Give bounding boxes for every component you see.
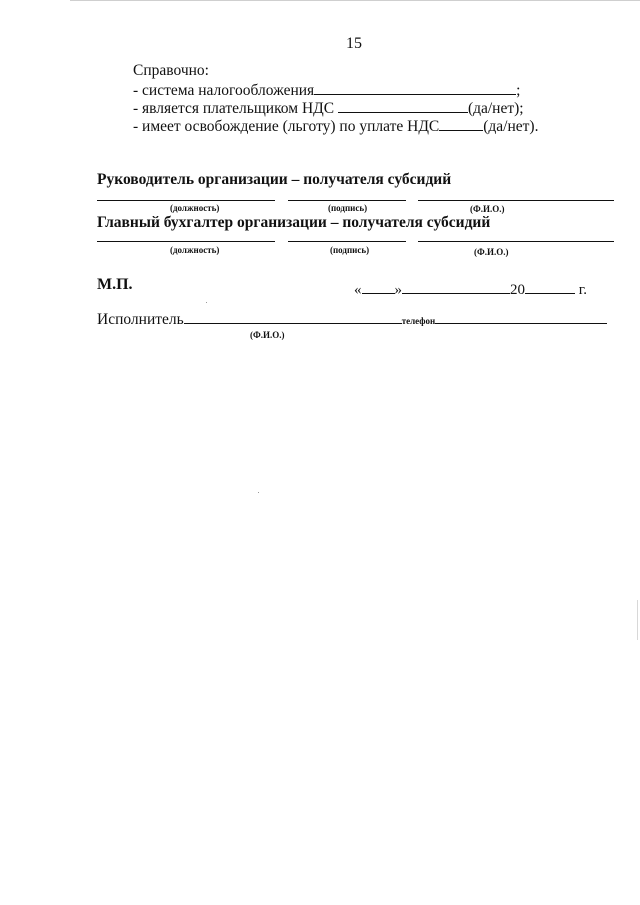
executor-line bbox=[97, 310, 607, 329]
accountant-fio-line[interactable] bbox=[418, 241, 614, 242]
head-position-line[interactable] bbox=[97, 200, 275, 201]
accountant-position-line[interactable] bbox=[97, 241, 275, 242]
page-number: 15 bbox=[346, 35, 362, 52]
reference-line-tax-system bbox=[133, 81, 520, 100]
accountant-signature-title: Главный бухгалтер организации – получателя субсидий bbox=[97, 214, 491, 231]
executor-phone-field[interactable] bbox=[435, 310, 607, 324]
tax-system-field[interactable] bbox=[314, 81, 516, 95]
head-fio-caption: (Ф.И.О.) bbox=[470, 204, 505, 214]
vat-payer-field[interactable] bbox=[338, 99, 468, 113]
executor-phone-label: телефон bbox=[401, 316, 436, 326]
date-day-field[interactable] bbox=[362, 280, 395, 294]
accountant-signature-line[interactable] bbox=[288, 241, 406, 242]
accountant-signature-caption: (подпись) bbox=[330, 245, 370, 255]
date-year-suffix: г. bbox=[578, 282, 587, 298]
head-signature-line[interactable] bbox=[288, 200, 406, 201]
reference-line-vat-payer bbox=[133, 99, 524, 118]
date-year-field[interactable] bbox=[525, 280, 575, 294]
scan-speck bbox=[206, 302, 207, 303]
stamp-label: М.П. bbox=[97, 276, 133, 293]
scan-speck bbox=[258, 492, 259, 493]
executor-label: Исполнитель bbox=[97, 311, 184, 328]
executor-fio-field[interactable] bbox=[184, 310, 402, 324]
head-fio-line[interactable] bbox=[418, 200, 614, 201]
date-month-field[interactable] bbox=[402, 280, 510, 294]
tax-system-end: ; bbox=[516, 82, 521, 99]
date-close-quote: » bbox=[394, 282, 402, 298]
date-line bbox=[354, 280, 587, 299]
date-year-prefix: 20 bbox=[510, 282, 525, 298]
reference-title: Справочно: bbox=[133, 62, 209, 79]
tax-system-label: - система налогообложения bbox=[133, 82, 315, 99]
vat-payer-label: - является плательщиком НДС bbox=[133, 100, 335, 117]
executor-fio-caption: (Ф.И.О.) bbox=[250, 330, 285, 340]
reference-line-vat-exemption bbox=[133, 117, 538, 136]
accountant-position-caption: (должность) bbox=[170, 245, 220, 255]
date-open-quote: « bbox=[354, 282, 362, 298]
page-right-edge-mark bbox=[637, 600, 638, 640]
accountant-fio-caption: (Ф.И.О.) bbox=[474, 247, 509, 257]
vat-payer-suffix: (да/нет); bbox=[467, 100, 524, 117]
page-top-edge bbox=[70, 0, 640, 1]
head-signature-caption: (подпись) bbox=[328, 203, 368, 213]
vat-exemption-label: - имеет освобождение (льготу) по уплате НДС bbox=[133, 118, 440, 135]
vat-exemption-suffix: (да/нет). bbox=[483, 118, 539, 135]
head-signature-title: Руководитель организации – получателя субсидий bbox=[97, 171, 452, 188]
vat-exemption-field[interactable] bbox=[439, 117, 483, 131]
head-position-caption: (должность) bbox=[170, 203, 220, 213]
